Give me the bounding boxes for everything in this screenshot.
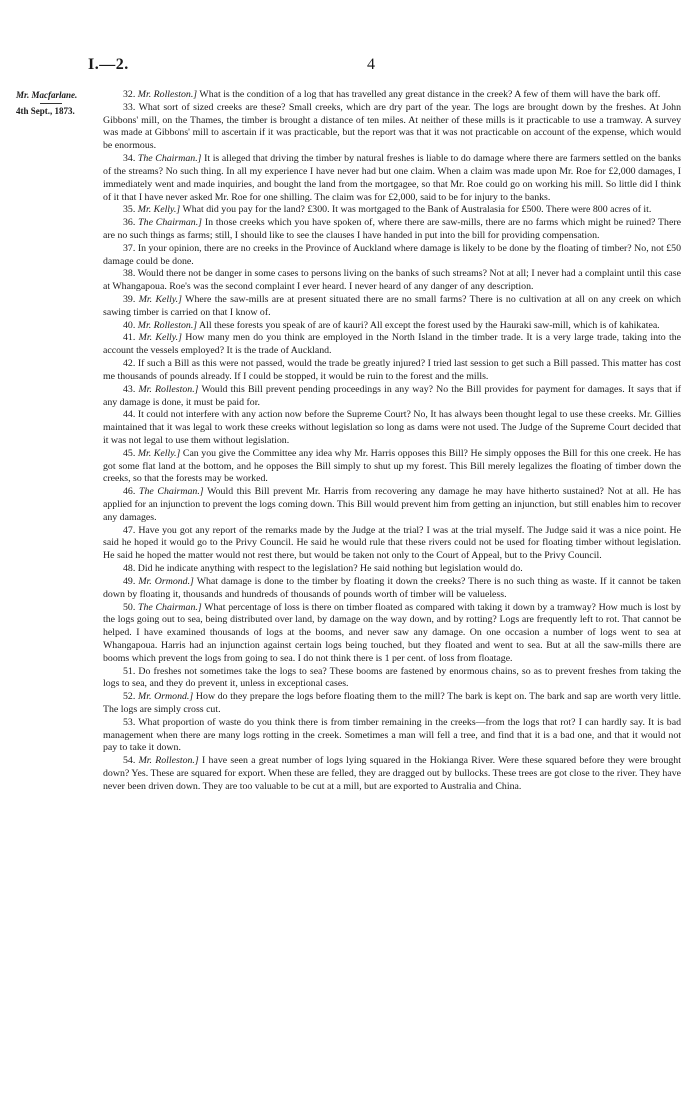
testimony-body: [103, 89, 681, 794]
question-number: 34.: [123, 153, 136, 165]
speaker-name: Mr. Ormond.]: [138, 691, 194, 703]
margin-witness-name: Mr. Macfarlane.: [16, 90, 78, 100]
question-paragraph: [103, 243, 681, 269]
question-text: Can you give the Committee any idea why Mr. Harris opposes this Bill? He simply opposes the Bill for this one creek. He has got some flat land at the bottom, and he opposes the Bill simply to shut up my forest. This Bill merely legalizes the floating of timber down the creeks, so that the forests may be worked.: [103, 447, 681, 485]
question-number: 48.: [123, 563, 136, 575]
question-text: It is alleged that driving the timber by natural freshes is liable to do damage where there are farmers settled on the banks of the streams? No such thing. In all my experience I have never had but one claim. When a claim was made upon Mr. Roe for £2,000 damages, I immediately went and made inquiries, and bought the land from the mortgagee, so that Mr. Roe could go on working his mill. So little did I think of it that I have never asked Mr. Roe for one shilling. The claim was for £2,000, said to be for injury to the banks.: [103, 153, 681, 203]
question-paragraph: [103, 384, 681, 410]
speaker-name: Mr. Rolleston.]: [137, 89, 198, 100]
question-paragraph: [103, 563, 681, 576]
question-number: 50.: [123, 601, 136, 613]
speaker-name: Mr. Kelly.]: [137, 447, 181, 459]
speaker-name: Mr. Rolleston.]: [138, 755, 199, 767]
question-text: How do they prepare the logs before floating them to the mill? The bark is kept on. The bark and sap are worth very little. The logs are simply cross cut.: [103, 691, 682, 715]
speaker-name: The Chairman.]: [137, 153, 202, 165]
speaker-name: Mr. Kelly.]: [137, 204, 181, 216]
question-number: 44.: [123, 409, 136, 421]
question-number: 53.: [123, 716, 136, 728]
question-text: If such a Bill as this were not passed, would the trade be greatly injured? I tried last session to get such a Bill passed. This matter has cost me thousands of pounds already. If I could be stopped, it would be ruin to the forest and the mills.: [103, 358, 681, 382]
speaker-name: The Chairman.]: [138, 601, 202, 613]
speaker-name: The Chairman.]: [138, 486, 204, 498]
question-number: 51.: [123, 665, 136, 677]
question-number: 36.: [123, 217, 136, 229]
question-text: Where the saw-mills are at present situated there are no small farms? There is no cultivation at all on any creek on which sawing timber is carried on that I know of.: [103, 294, 681, 318]
question-text: In those creeks which you have spoken of, where there are saw-mills, there are no farms which might be ruined? There are no such things as farms; still, I should like to see the clauses I have handed in put into the bill for providing compensation.: [103, 217, 681, 241]
margin-note: [16, 88, 96, 118]
question-paragraph: [103, 525, 681, 563]
question-number: 52.: [123, 691, 136, 703]
question-paragraph: [103, 217, 681, 243]
question-text: Would this Bill prevent Mr. Harris from recovering any damage he may have hitherto sustained? Not at all. He has applied for an injunction to prevent the logs coming down. This Bill would prevent him from getting an injunction, but still enables him to recover any damages.: [103, 486, 681, 523]
margin-date: 4th Sept., 1873.: [16, 106, 75, 116]
speaker-name: The Chairman.]: [138, 217, 203, 229]
question-text: What did you pay for the land? £300. It was mortgaged to the Bank of Australasia for £500. There were 800 acres of it.: [182, 204, 652, 216]
question-text: I have seen a great number of logs lying squared in the Hokianga River. Were these squared before they were brought down? Yes. These are squared for export. When these are felled, they are dragged out by bullocks. These trees are got close to the river. They have never been driven down. They are too valuable to be cut at a mill, but are exported to Australia and China.: [103, 755, 681, 792]
question-paragraph: [103, 268, 681, 294]
question-number: 47.: [123, 524, 136, 536]
question-number: 43.: [123, 383, 136, 395]
question-text: What sort of sized creeks are these? Small creeks, which are dry part of the year. The logs are brought down by the freshes. At John Gibbons' mill, on the Thames, the timber is brought a distance of ten miles. At neither of these mills is it practicable to use a tramway. A survey was made at Gibbons' mill to ascertain if it was practicable, but the report was that it was not practicable on account of the expense, which would be enormous.: [103, 101, 681, 152]
question-number: 42.: [123, 358, 136, 370]
question-paragraph: [103, 409, 681, 447]
question-paragraph: [103, 332, 681, 358]
question-text: Would this Bill prevent pending proceedings in any way? No the Bill provides for payment for damages. It says that if any damage is done, it must be paid for.: [103, 383, 681, 408]
question-number: 37.: [123, 242, 136, 254]
question-text: In your opinion, there are no creeks in the Province of Auckland where damage is likely to be done by the floating of timber? No, not £50 damage could be done.: [103, 242, 681, 267]
speaker-name: Mr. Rolleston.]: [137, 319, 198, 331]
question-text: What proportion of waste do you think there is from timber remaining in the creeks—from the logs that rot? I can hardly say. It is bad management when there are many logs rotting in the creek. Sometimes a man will fell a tree, and find that it is a bad one, and that it would not pay to take it down.: [103, 716, 681, 754]
question-text: It could not interfere with any action now before the Supreme Court? No, It has always been thought legal to use these creeks. Mr. Gillies maintained that it was legal to work these creeks without legislation so long as dams were not used. The Judge of the Supreme Court decided that it was not legal to use them without legislation.: [103, 409, 681, 446]
question-text: What damage is done to the timber by floating it down the creeks? There is no such thing as waste. If it cannot be taken down by floating it, thousands and hundreds of thousands of pounds worth of timber will be valueless.: [103, 575, 681, 600]
question-text: Did he indicate anything with respect to the legislation? He said nothing but legislation would do.: [137, 563, 523, 575]
question-text: Would there not be danger in some cases to persons living on the banks of such streams? Not at all; I never had a complaint until this case at Whangapoua. Roe's was the second complaint I ever heard. I never heard of any danger of any description.: [103, 268, 681, 293]
question-text: What percentage of loss is there on timber floated as compared with taking it down by a tramway? How much is lost by the logs going out to sea, being distributed over land, by damage on the way down, and by rotting? Logs are frequently left to rot. That cannot be helped. I have examined thousands of logs at the booms, and never saw any damage. On one occasion a number of logs went to sea at Whangapoua. Harris had an injunction against certain logs being touched, but they floated and went to sea. But at all the saw-mills there are booms which prevent the logs from going to sea. I do not think there is 1 per cent. of loss from floatage.: [103, 601, 681, 664]
page-number: 4: [367, 56, 375, 73]
question-paragraph: [103, 89, 681, 102]
question-text: What is the condition of a log that has travelled any great distance in the creek? A few of them will have the bark off.: [199, 89, 661, 100]
question-paragraph: [103, 358, 681, 384]
question-paragraph: [103, 448, 681, 486]
question-paragraph: [103, 691, 681, 717]
question-number: 46.: [123, 486, 136, 498]
question-text: Do freshes not sometimes take the logs to sea? These booms are fastened by enormous chains, so as to prevent freshes from taking the logs to sea, and they do prevent it, unless in exceptional cases.: [103, 665, 681, 690]
question-number: 45.: [123, 447, 136, 459]
question-paragraph: [103, 320, 681, 333]
speaker-name: Mr. Rolleston.]: [138, 383, 199, 395]
question-text: All these forests you speak of are of kauri? All except the forest used by the Hauraki saw-mill, which is of kahikatea.: [199, 319, 660, 331]
question-number: 35.: [123, 204, 136, 216]
question-text: Have you got any report of the remarks made by the Judge at the trial? I was at the trial myself. The Judge said it was a nice point. He said he hoped it would go to the Privy Council. He said he would rule that these rivers could not be used for floating timber without legislation. He said he hoped the matter would not rest there, but would be taken not only to the Court of Appeal, but to the Privy Council.: [103, 524, 681, 562]
question-number: 54.: [123, 755, 136, 767]
question-number: 33.: [123, 101, 136, 113]
question-number: 32.: [123, 89, 136, 100]
question-paragraph: [103, 602, 681, 666]
question-number: 39.: [123, 294, 136, 305]
speaker-name: Mr. Ormond.]: [138, 575, 194, 587]
question-paragraph: [103, 294, 681, 320]
question-text: How many men do you think are employed in the North Island in the timber trade. It is a very large trade, taking into the account the vessels employed? It is the trade of Auckland.: [103, 332, 682, 357]
question-paragraph: [103, 204, 681, 217]
question-paragraph: [103, 153, 681, 204]
question-number: 40.: [123, 319, 136, 331]
question-number: 41.: [123, 332, 136, 344]
question-paragraph: [103, 666, 681, 692]
question-paragraph: [103, 717, 681, 755]
question-paragraph: [103, 102, 681, 153]
speaker-name: Mr. Kelly.]: [138, 294, 182, 305]
question-paragraph: [103, 755, 681, 793]
question-paragraph: [103, 576, 681, 602]
question-number: 38.: [123, 268, 136, 280]
question-number: 49.: [123, 575, 136, 587]
question-paragraph: [103, 486, 681, 524]
document-code: I.—2.: [88, 56, 129, 73]
speaker-name: Mr. Kelly.]: [138, 332, 182, 344]
